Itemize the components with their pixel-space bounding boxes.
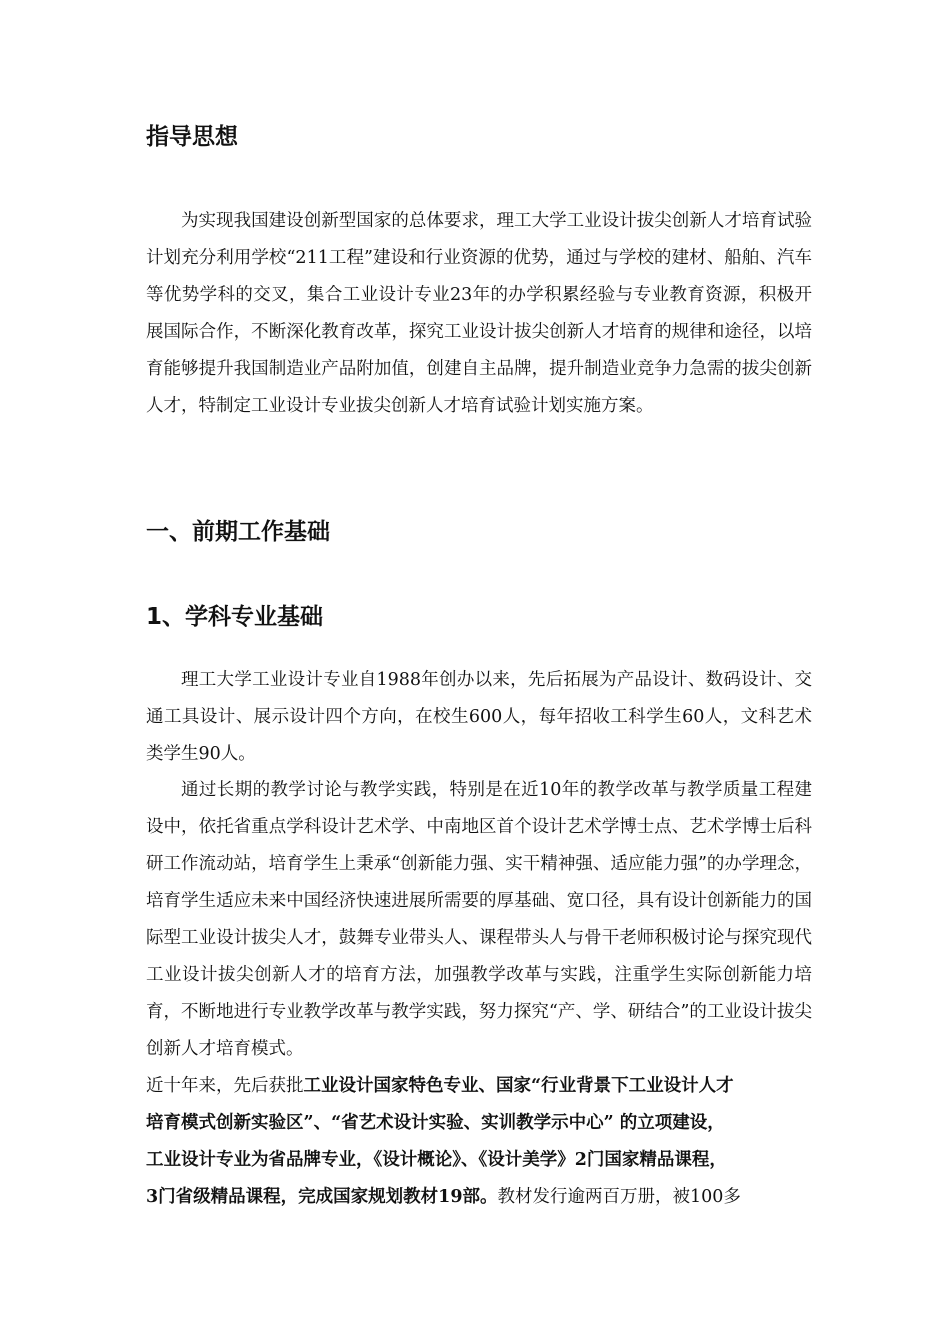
paragraph-discipline-overview: 理工大学工业设计专业自1988年创办以来，先后拓展为产品设计、数码设计、交通工具设计、展示设计四个方向，在校生600人，每年招收工科学生60人，文科艺术类学生90人。 xyxy=(146,670,812,764)
achievements-highlight-text: 3门省级精品课程，完成国家规划教材19部。 xyxy=(146,1187,498,1207)
achievements-line-2: 培育模式创新实验区”、“省艺术设计实验、实训教学示中心” 的立项建设， xyxy=(146,1113,725,1133)
heading-subsection-discipline: 1、学科专业基础 xyxy=(146,604,324,630)
achievements-intro-text: 近十年来，先后获批 xyxy=(146,1076,304,1096)
achievements-highlight-text: 工业设计国家特色专业、国家“行业背景下工业设计人才 xyxy=(303,1076,734,1096)
heading-guiding-ideology: 指导思想 xyxy=(146,124,238,150)
achievements-trailing-text: 教材发行逾两百万册，被100多 xyxy=(497,1187,741,1207)
achievements-line-3: 工业设计专业为省品牌专业，《设计概论》、《设计美学》2门国家精品课程， xyxy=(146,1150,727,1170)
achievements-line-4 xyxy=(146,1179,816,1216)
heading-section-foundation: 一、前期工作基础 xyxy=(146,519,330,545)
achievements-line-1 xyxy=(146,1068,816,1105)
paragraph-guiding-ideology: 为实现我国建设创新型国家的总体要求，理工大学工业设计拔尖创新人才培育试验计划充分利用学校“211工程”建设和行业资源的优势，通过与学校的建材、船舶、汽车等优势学科的交叉，集合工业设计专业23年的办学积累经验与专业教育资源，积极开展国际合作，不断深化教育改革，探究工业设计拔尖创新人才培育的规律和途径，以培育能够提升我国制造业产品附加值，创建自主品牌，提升制造业竞争力急需的拔尖创新人才，特制定工业设计专业拔尖创新人才培育试验计划实施方案。 xyxy=(146,211,812,416)
paragraph-teaching-reform: 通过长期的教学讨论与教学实践，特别是在近10年的教学改革与教学质量工程建设中，依托省重点学科设计艺术学、中南地区首个设计艺术学博士点、艺术学博士后科研工作流动站，培育学生上秉承“创新能力强、实干精神强、适应能力强”的办学理念，培育学生适应未来中国经济快速进展所需要的厚基础、宽口径，具有设计创新能力的国际型工业设计拔尖人才，鼓舞专业带头人、课程带头人与骨干老师积极讨论与探究现代工业设计拔尖创新人才的培育方法，加强教学改革与实践，注重学生实际创新能力培育，不断地进行专业教学改革与教学实践，努力探究“产、学、研结合”的工业设计拔尖创新人才培育模式。 xyxy=(146,780,812,1059)
